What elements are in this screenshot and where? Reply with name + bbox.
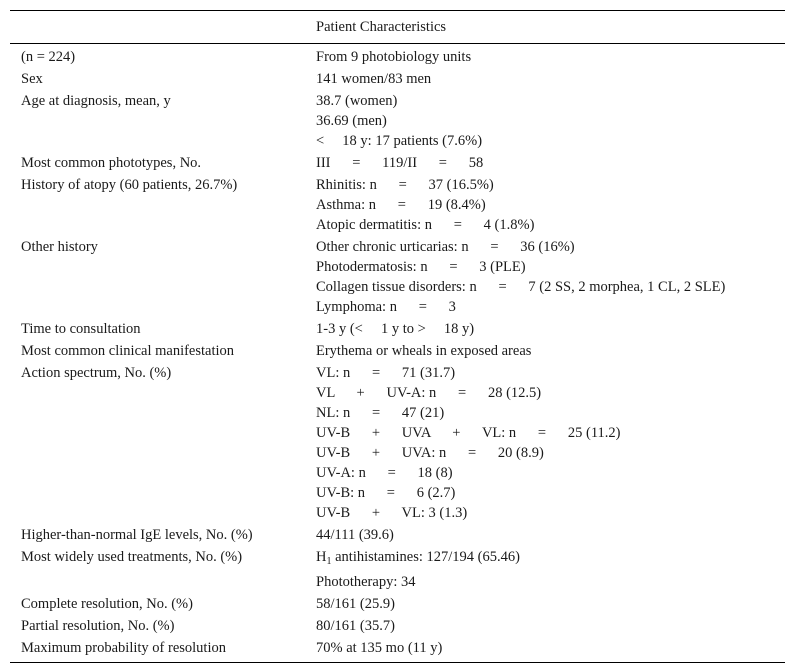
value-line: 38.7 (women) <box>316 93 398 109</box>
table-row <box>10 236 785 318</box>
row-value <box>305 615 785 637</box>
row-value <box>305 546 785 593</box>
row-value <box>305 68 785 90</box>
table-row <box>10 524 785 546</box>
row-value <box>305 637 785 663</box>
row-label: Partial resolution, No. (%) <box>21 618 175 634</box>
table-row <box>10 546 785 593</box>
value-line-h1 <box>316 547 785 572</box>
value-line: VL: n = 71 (31.7) <box>316 365 456 381</box>
value-line: 44/111 (39.6) <box>316 527 394 543</box>
table-row <box>10 615 785 637</box>
value-line: 141 women/83 men <box>316 71 432 87</box>
value-line: Atopic dermatitis: n = 4 (1.8%) <box>316 217 535 233</box>
row-label: History of atopy (60 patients, 26.7%) <box>21 177 238 193</box>
table-body <box>10 44 785 663</box>
value-line: 80/161 (35.7) <box>316 618 395 634</box>
value-line: UV-B + UVA + VL: n = 25 (11.2) <box>316 425 621 441</box>
row-value <box>305 362 785 524</box>
row-label: Most common phototypes, No. <box>21 155 202 171</box>
row-label: Maximum probability of resolution <box>10 637 305 663</box>
row-label: Most widely used treatments, No. (%) <box>21 549 243 565</box>
value-line: VL + UV-A: n = 28 (12.5) <box>316 385 542 401</box>
value-line: 70% at 135 mo (11 y) <box>316 640 443 656</box>
h1-main: H <box>316 549 327 565</box>
row-label: Complete resolution, No. (%) <box>21 596 193 612</box>
value-line: Other chronic urticarias: n = 36 (16%) <box>316 239 575 255</box>
row-value <box>305 174 785 236</box>
row-label: Sex <box>21 71 43 87</box>
table-row <box>10 318 785 340</box>
value-line: UV-B + UVA: n = 20 (8.9) <box>316 445 544 461</box>
row-value <box>305 340 785 362</box>
value-line: UV-B: n = 6 (2.7) <box>316 485 456 501</box>
value-line: Erythema or wheals in exposed areas <box>316 343 532 359</box>
value-line: Rhinitis: n = 37 (16.5%) <box>316 177 494 193</box>
value-line: From 9 photobiology units <box>316 49 472 65</box>
header-col-1 <box>10 11 305 44</box>
table-row <box>10 68 785 90</box>
row-value <box>305 152 785 174</box>
row-value <box>305 524 785 546</box>
table-row <box>10 44 785 69</box>
row-value <box>305 90 785 152</box>
value-line: Phototherapy: 34 <box>316 574 416 590</box>
row-label: Age at diagnosis, mean, y <box>21 93 171 109</box>
value-line: < 18 y: 17 patients (7.6%) <box>316 133 483 149</box>
table-header-row <box>10 11 785 44</box>
table-row <box>10 340 785 362</box>
patient-characteristics-table-wrap <box>10 10 785 663</box>
h1-rest: antihistamines: 127/194 (65.46) <box>331 549 520 565</box>
value-line: III = 119/II = 58 <box>316 155 484 171</box>
table-row <box>10 362 785 524</box>
row-value <box>305 236 785 318</box>
row-label: (n = 224) <box>21 49 76 65</box>
row-value <box>305 318 785 340</box>
row-value <box>305 44 785 69</box>
table-row <box>10 174 785 236</box>
row-label: Time to consultation <box>21 321 141 337</box>
table-row <box>10 152 785 174</box>
row-value <box>305 593 785 615</box>
value-line: 1-3 y (< 1 y to > 18 y) <box>316 321 475 337</box>
header-col-2: Patient Characteristics <box>305 11 785 44</box>
table-row <box>10 637 785 663</box>
h1-subscript: 1 <box>326 556 332 567</box>
value-line: 58/161 (25.9) <box>316 596 395 612</box>
value-line: 36.69 (men) <box>316 113 387 129</box>
value-line: Collagen tissue disorders: n = 7 (2 SS, 2 morphea, 1 CL, 2 SLE) <box>316 279 726 295</box>
row-label: Higher-than-normal IgE levels, No. (%) <box>21 527 253 543</box>
patient-characteristics-table <box>10 10 785 663</box>
value-line: NL: n = 47 (21) <box>316 405 445 421</box>
row-label: Other history <box>21 239 98 255</box>
table-row <box>10 90 785 152</box>
value-line: Photodermatosis: n = 3 (PLE) <box>316 259 526 275</box>
value-line: UV-B + VL: 3 (1.3) <box>316 505 468 521</box>
value-line: Lymphoma: n = 3 <box>316 299 456 315</box>
table-row <box>10 593 785 615</box>
value-line: UV-A: n = 18 (8) <box>316 465 453 481</box>
row-label: Most common clinical manifestation <box>21 343 235 359</box>
value-line: Asthma: n = 19 (8.4%) <box>316 197 486 213</box>
row-label: Action spectrum, No. (%) <box>21 365 172 381</box>
